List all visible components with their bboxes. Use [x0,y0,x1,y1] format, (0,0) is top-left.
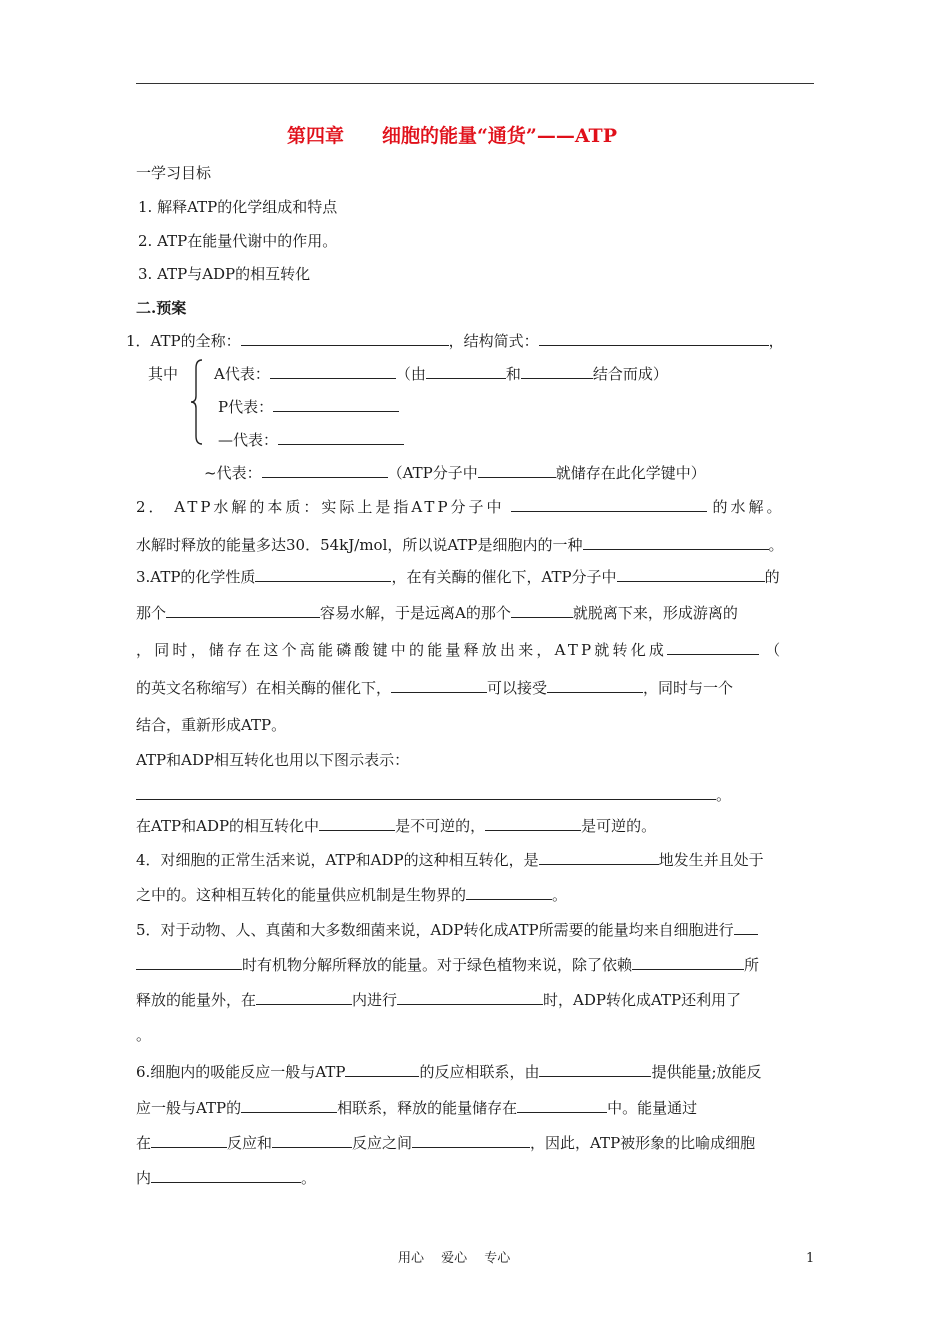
q3-text: 那个 [136,604,167,622]
q6-text: 提供能量;放能反 [651,1063,762,1081]
q4-text: 地发生并且处于 [658,851,764,869]
q1-text: （由 [395,365,426,383]
q6-text: 反应之间 [352,1134,413,1152]
q3-text: （ [765,641,781,659]
blank[interactable] [426,364,506,379]
q3-text: 的英文名称缩写）在相关酶的催化下， [136,679,392,697]
footer-motto: 用心 爱心 专心 [398,1251,511,1266]
blank[interactable] [166,603,320,618]
question-3-line-7 [136,785,731,805]
question-5-line-3 [136,990,741,1010]
q2-text: 水解时释放的能量多达30．54kJ/mol，所以说ATP是细胞内的一种 [136,536,583,554]
blank[interactable] [256,990,352,1005]
blank[interactable] [262,463,388,478]
q6-text: 反应和 [227,1134,273,1152]
question-1 [126,331,784,351]
q1-text: （ATP分子中 [387,464,478,482]
blank[interactable] [136,785,716,800]
question-4-line-2 [136,885,567,905]
question-3-line-3 [136,640,780,660]
q6-text: 应一般与ATP的 [136,1099,242,1117]
q3-text: 容易水解，于是远离A的那个 [320,604,511,622]
q2-text: 。 [768,536,784,554]
blank[interactable] [734,920,758,935]
question-5-line-1 [136,920,758,940]
blank[interactable] [270,364,396,379]
blank[interactable] [151,1133,227,1148]
question-4-line-1 [136,850,764,870]
q6-text: 相联系，释放的能量储存在 [337,1099,518,1117]
goal-item-3: 3. ATP与ADP的相互转化 [138,265,311,283]
blank[interactable] [539,850,659,865]
q5-text: 所 [744,956,760,974]
q2-text: 2． ATP水解的本质：实际上是指ATP分子中 [136,498,505,516]
question-3-line-8 [136,816,656,836]
blank[interactable] [632,955,744,970]
q1-text: 就储存在此化学键中） [555,464,706,482]
q3-text: 的 [764,568,780,586]
q3-text: 是可逆的。 [581,817,657,835]
blank[interactable] [319,816,395,831]
blank[interactable] [278,430,404,445]
q4-text: 之中的。这种相互转化的能量供应机制是生物界的 [136,886,467,904]
q1-text: ~代表： [204,464,262,482]
q1-text: A代表： [214,365,270,383]
q1-A-line [214,364,668,384]
q1-text: ， [768,332,784,350]
q5-text: 时，ADP转化成ATP还利用了 [543,991,742,1009]
blank[interactable] [539,1062,651,1077]
q6-text: 在 [136,1134,152,1152]
question-3-line-1 [136,567,780,587]
question-3-line-6: ATP和ADP相互转化也用以下图示表示： [136,751,410,769]
q1-text: 1．ATP的全称： [126,332,241,350]
question-3-line-2 [136,603,738,623]
blank[interactable] [136,955,242,970]
question-5-line-4: 。 [136,1026,152,1044]
q3-text: 。 [716,786,732,804]
blank[interactable] [547,678,643,693]
q3-text: 可以接受 [487,679,548,697]
q1-qizhong: 其中 [148,365,179,383]
blank[interactable] [391,678,487,693]
q3-text: 在ATP和ADP的相互转化中 [136,817,320,835]
q3-text: ，同时与一个 [643,679,734,697]
blank[interactable] [241,1098,337,1113]
q5-text: 释放的能量外，在 [136,991,257,1009]
q5-text: 5．对于动物、人、真菌和大多数细菌来说，ADP转化成ATP所需要的能量均来自细胞进行 [136,921,734,939]
question-6-line-4 [136,1168,316,1188]
blank[interactable] [345,1062,419,1077]
question-2-line-1 [136,497,814,517]
header-rule [136,83,814,84]
q5-text: 内进行 [352,991,398,1009]
q1-tilde-line [204,463,706,483]
blank[interactable] [241,331,449,346]
q5-text: 时有机物分解所释放的能量。对于绿色植物来说，除了依赖 [242,956,633,974]
q3-text: 就脱离下来，形成游离的 [572,604,738,622]
blank[interactable] [272,1133,352,1148]
page-number: 1 [806,1251,815,1266]
q2-text: 的水解。 [712,498,785,516]
q3-text: 是不可逆的， [395,817,486,835]
blank[interactable] [466,885,552,900]
blank[interactable] [511,603,573,618]
page-title: 第四章 细胞的能量“通货”——ATP [287,125,617,147]
question-2-line-2 [136,535,784,555]
q3-text: 3.ATP的化学性质 [136,568,256,586]
q6-text: 6.细胞内的吸能反应一般与ATP [136,1063,346,1081]
q6-text: 的反应相联系，由 [419,1063,540,1081]
q3-text: ，在有关酶的催化下，ATP分子中 [391,568,617,586]
q1-text: P代表： [218,398,274,416]
blank[interactable] [511,497,707,512]
blank[interactable] [397,990,543,1005]
section-heading-goals: 一学习目标 [136,164,212,182]
q6-text: 内 [136,1169,152,1187]
q1-P-line [218,397,399,417]
blank[interactable] [478,463,556,478]
blank[interactable] [517,1098,607,1113]
question-3-line-5: 结合，重新形成ATP。 [136,716,287,734]
blank[interactable] [521,364,593,379]
q6-text: ，因此，ATP被形象的比喻成细胞 [530,1134,756,1152]
q1-text: 结合而成） [592,365,668,383]
blank[interactable] [583,535,769,550]
goal-item-1: 1. 解释ATP的化学组成和特点 [138,198,338,216]
q4-text: 。 [552,886,568,904]
q4-text: 4．对细胞的正常生活来说，ATP和ADP的这种相互转化，是 [136,851,539,869]
blank[interactable] [667,640,759,655]
q1-text: 和 [505,365,521,383]
q1-text: ，结构简式： [448,332,539,350]
blank[interactable] [617,567,765,582]
blank[interactable] [255,567,391,582]
q3-text: ，同时，储存在这个高能磷酸键中的能量释放出来，ATP就转化成 [136,641,668,659]
blank[interactable] [485,816,581,831]
q1-text: —代表： [218,431,279,449]
question-3-line-4 [136,678,733,698]
question-6-line-2 [136,1098,697,1118]
goal-item-2: 2. ATP在能量代谢中的作用。 [138,232,338,250]
question-5-line-2 [136,955,759,975]
blank[interactable] [151,1168,301,1183]
section-heading-plan: 二.预案 [136,299,187,317]
question-6-line-1 [136,1062,762,1082]
q6-text: 中。能量通过 [607,1099,698,1117]
blank[interactable] [273,397,399,412]
brace-icon [190,358,204,446]
blank[interactable] [539,331,769,346]
question-6-line-3 [136,1133,755,1153]
blank[interactable] [412,1133,530,1148]
q1-dash-line [218,430,404,450]
q6-text: 。 [301,1169,317,1187]
